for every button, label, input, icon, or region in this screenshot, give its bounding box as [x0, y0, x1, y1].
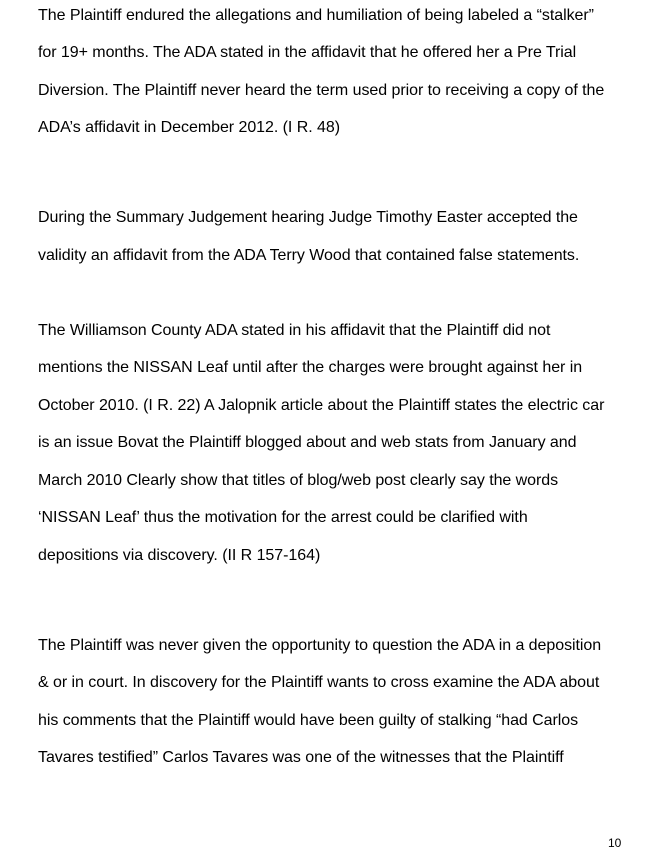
- text-line: validity an affidavit from the ADA Terry Wood that contained false statements.: [38, 247, 580, 264]
- text-line: The Plaintiff was never given the opportunity to question the ADA in a deposition: [38, 637, 602, 654]
- page-number: 10: [608, 836, 622, 850]
- text-line: October 2010. (I R. 22) A Jalopnik article about the Plaintiff states the electric car: [38, 397, 605, 414]
- text-line: The Plaintiff endured the allegations and humiliation of being labeled a “stalker”: [38, 7, 594, 24]
- text-line: & or in court. In discovery for the Plaintiff wants to cross examine the ADA about: [38, 674, 600, 691]
- text-line: The Williamson County ADA stated in his affidavit that the Plaintiff did not: [38, 322, 551, 339]
- text-line: is an issue Bovat the Plaintiff blogged about and web stats from January and: [38, 434, 577, 451]
- text-line: depositions via discovery. (II R 157-164): [38, 547, 321, 564]
- text-line: March 2010 Clearly show that titles of blog/web post clearly say the words: [38, 472, 559, 489]
- text-line: Diversion. The Plaintiff never heard the term used prior to receiving a copy of the: [38, 82, 605, 99]
- text-line: ADA’s affidavit in December 2012. (I R. 48): [38, 119, 340, 136]
- text-line: ‘NISSAN Leaf’ thus the motivation for the arrest could be clarified with: [38, 509, 528, 526]
- text-line: for 19+ months. The ADA stated in the affidavit that he offered her a Pre Trial: [38, 44, 577, 61]
- text-line: mentions the NISSAN Leaf until after the charges were brought against her in: [38, 359, 583, 376]
- text-line: his comments that the Plaintiff would have been guilty of stalking “had Carlos: [38, 712, 579, 729]
- text-line: During the Summary Judgement hearing Judge Timothy Easter accepted the: [38, 209, 578, 226]
- text-line: Tavares testified” Carlos Tavares was one of the witnesses that the Plaintiff: [38, 749, 564, 766]
